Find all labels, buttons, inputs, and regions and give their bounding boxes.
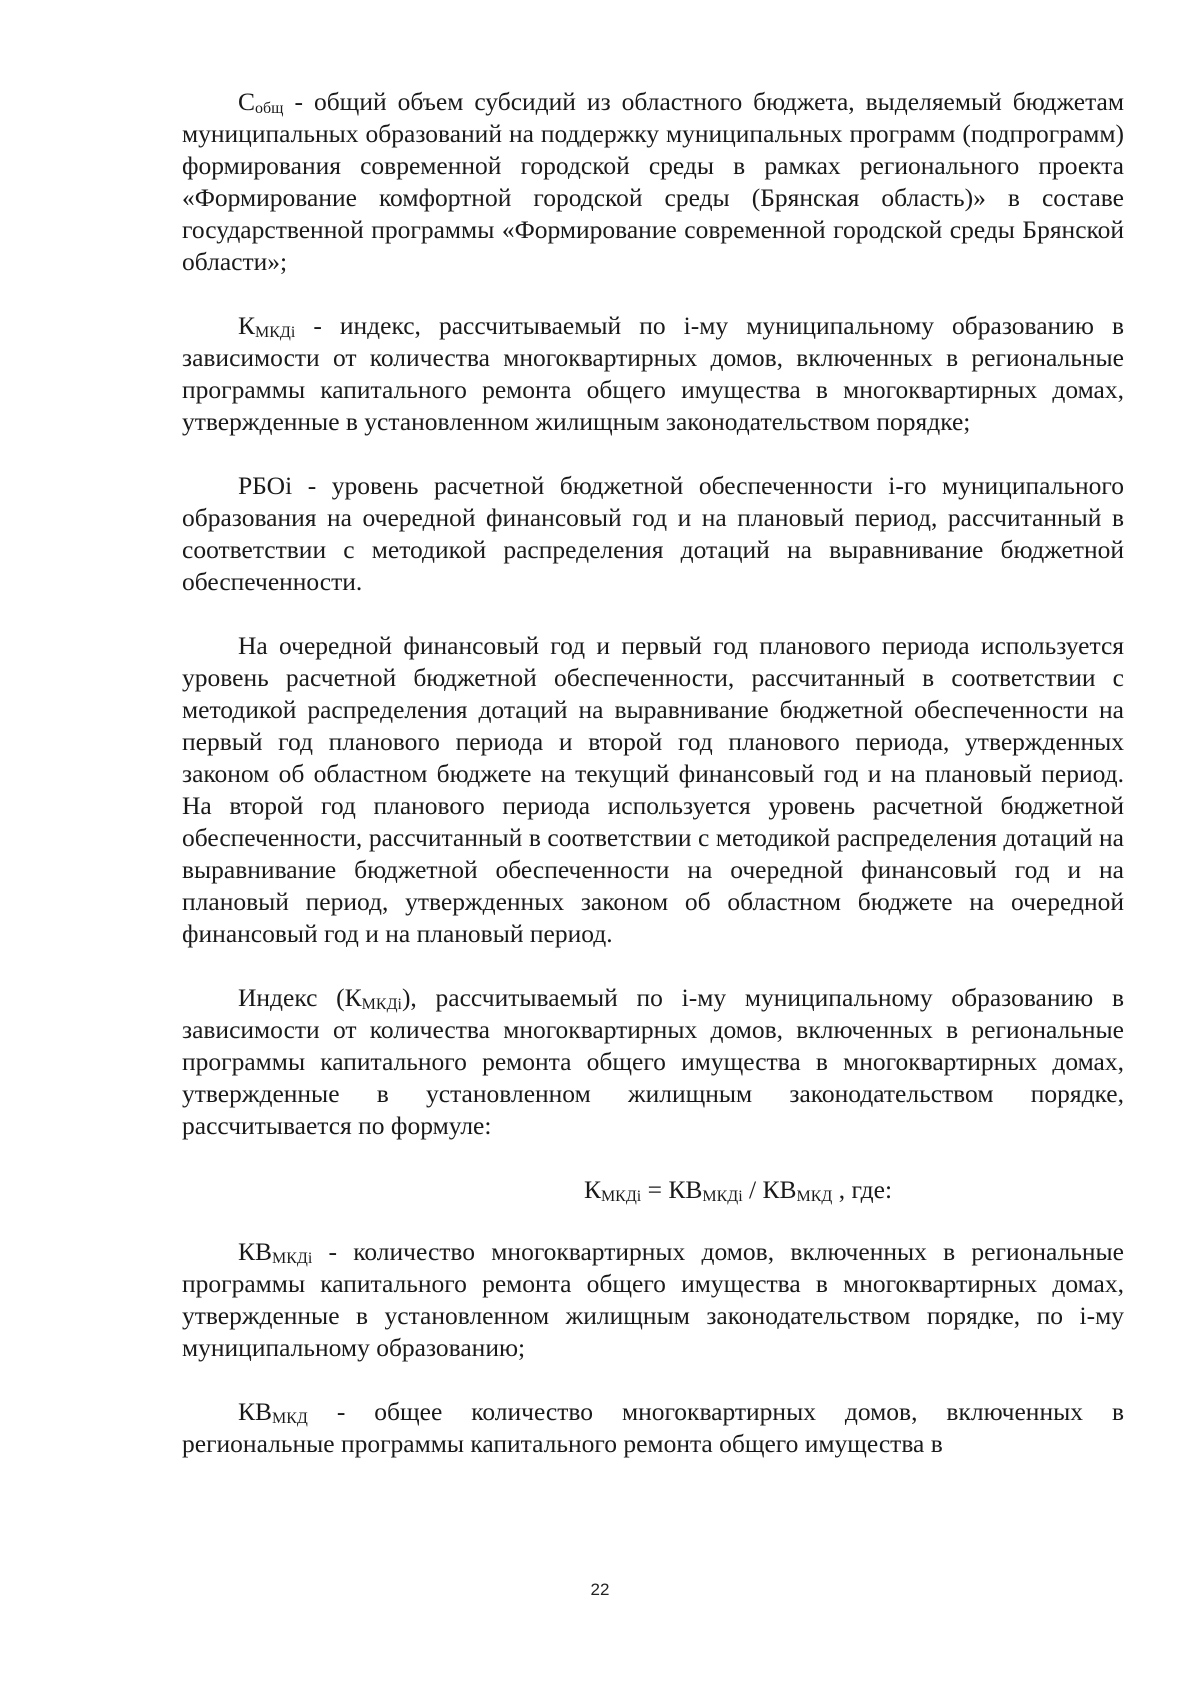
paragraph-text: - индекс, рассчитываемый по i-му муниципальному образованию в зависимости от количества многоквартирных домов, включенных в региональные программы капитального ремонта общего имущества в многоквартирных домах, утвержденные в установленном жилищным законодательством порядке; — [182, 311, 1124, 436]
paragraph-text: - уровень расчетной бюджетной обеспеченности i-го муниципального образования на очередной финансовый год и на плановый период, рассчитанный в соответствии с методикой распределения дотаций на выравнивание бюджетной обеспеченности. — [182, 471, 1124, 596]
paragraph-planning-period — [182, 630, 1124, 950]
paragraph-text: - общий объем субсидий из областного бюджета, выделяемый бюджетам муниципальных образований на поддержку муниципальных программ (подпрограмм) формирования современной городской среды в рамках регионального проекта «Формирование комфортной городской среды (Брянская область)» в составе государственной программы «Формирование современной городской среды Брянской области»; — [182, 87, 1124, 276]
paragraph-rbo — [182, 470, 1124, 598]
symbol-k-mkd: $К_{МКДi}$ — [238, 311, 296, 341]
paragraph-kv-mkd-total — [182, 1396, 1124, 1460]
document-page — [182, 86, 1124, 1460]
paragraph-kv-mkd-i — [182, 1236, 1124, 1364]
symbol-kv-mkd-i: $КВ_{МКДi}$ — [238, 1237, 313, 1267]
paragraph-c-total — [182, 86, 1124, 278]
page-number: 22 — [590, 1580, 610, 1599]
paragraph-text: На очередной финансовый год и первый год планового периода используется уровень расчетной бюджетной обеспеченности, рассчитанный в соответствии с методикой распределения дотаций на выравнивание бюджетной обеспеченности на первый год планового периода и второй год планового периода, утвержденных законом об областном бюджете на текущий финансовый год и на плановый период. На второй год планового периода используется уровень расчетной бюджетной обеспеченности, рассчитанный в соответствии с методикой распределения дотаций на выравнивание бюджетной обеспеченности на очередной финансовый год и на плановый период, утвержденных законом об областном бюджете на очередной финансовый год и на плановый период. — [182, 631, 1124, 948]
symbol-rbo: РБОi — [238, 471, 293, 500]
paragraph-text: - общее количество многоквартирных домов, включенных в региональные программы капитального ремонта общего имущества в — [182, 1397, 1124, 1458]
paragraph-k-mkd — [182, 310, 1124, 438]
symbol-kv-mkd: $КВ_{МКД}$ — [238, 1397, 308, 1427]
paragraph-text: - количество многоквартирных домов, включенных в региональные программы капитального ремонта общего имущества в многоквартирных домах, утвержденные в установленном жилищным законодательством порядке, по i-му муниципальному образованию; — [182, 1237, 1124, 1362]
paragraph-index-definition: Индекс $(К_{МКДi})$, рассчитываемый по i-му муниципальному образованию в зависимости от количества многоквартирных домов, включенных в региональные программы капитального ремонта общего имущества в многоквартирных домах, утвержденные в установленном жилищным законодательством порядке, рассчитывается по формуле: — [182, 983, 1124, 1140]
formula-k-mkd: $К_{МКДi} = КВ_{МКДi} / КВ_{МКД}$ , где: — [583, 1175, 893, 1205]
symbol-c-total: $С_{общ}$ — [238, 87, 284, 117]
